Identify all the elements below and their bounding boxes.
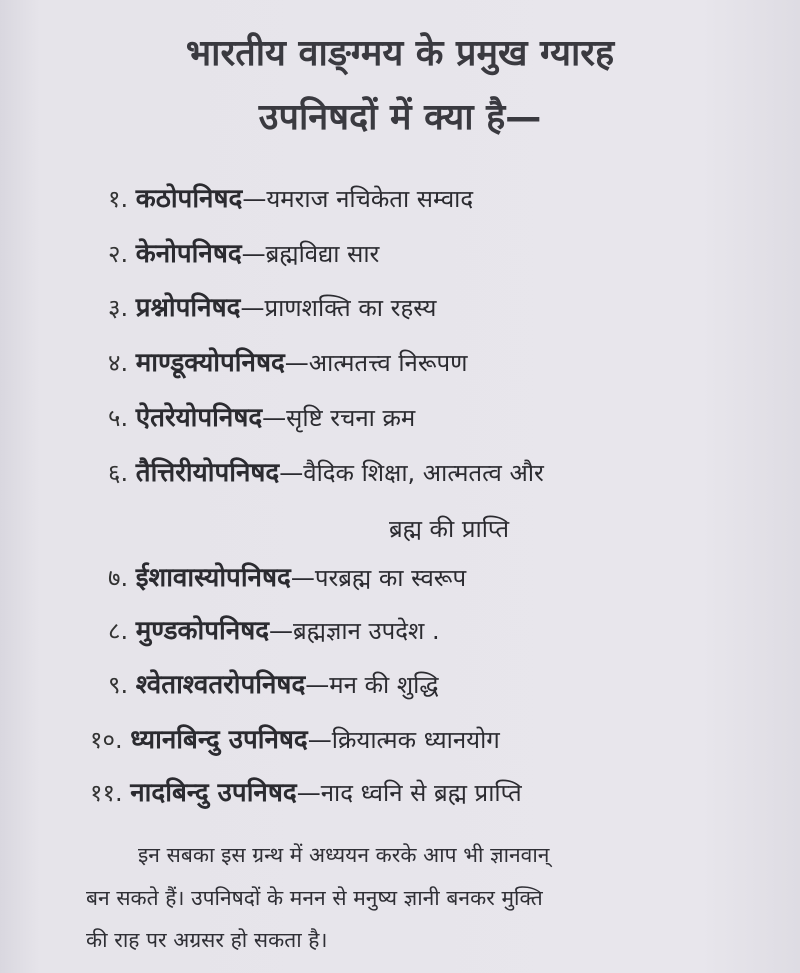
item-description: —नाद ध्वनि से ब्रह्म प्राप्ति [296,779,522,807]
item-name: ध्यानबिन्दु उपनिषद [130,725,308,755]
item-name: मुण्डकोपनिषद [135,616,270,646]
list-item [108,460,544,486]
item-number: ३. [108,294,129,322]
item-number: ७. [108,564,129,592]
paragraph-line-3: की राह पर अग्रसर हो सकता है। [86,928,328,952]
item-description: —परब्रह्म का स्वरूप [290,564,467,592]
item-description: —यमराज नचिकेता सम्वाद [242,185,474,213]
item-name: श्वेताश्वतरोपनिषद [135,670,306,700]
item-number: ८. [108,617,129,645]
item-description: —आत्मतत्त्व निरूपण [284,349,468,377]
item-number: १. [108,185,129,213]
item-name: नादबिन्दु उपनिषद [130,778,297,808]
list-item [90,727,500,753]
item-description-continued: ब्रह्म की प्राप्ति [389,515,509,543]
item-description: —क्रियात्मक ध्यानयोग [307,726,500,754]
item-number: २. [108,240,129,268]
item-name: ऐतरेयोपनिषद [135,403,263,433]
item-name: माण्डूक्योपनिषद [135,348,285,378]
list-item [108,186,473,212]
item-description: —मन की शुद्धि [305,671,439,699]
list-item [108,672,439,698]
item-name: केनोपनिषद [135,239,242,269]
list-item [108,618,440,644]
list-item [108,565,466,591]
item-name: ईशावास्योपनिषद [135,563,291,593]
item-number: ९. [108,671,129,699]
paragraph-line-1: इन सबका इस ग्रन्थ में अध्ययन करके आप भी ज्ञानवान् [138,843,550,867]
item-number: ११. [90,779,123,807]
heading-line-1: भारतीय वाङ्ग्मय के प्रमुख ग्यारह [185,33,615,74]
heading-line-2: उपनिषदों में क्या है— [258,97,542,138]
list-item [108,295,436,321]
item-description: —प्राणशक्ति का रहस्य [240,294,437,322]
list-item [108,241,379,267]
item-name: कठोपनिषद [135,184,243,214]
list-item [108,350,468,376]
list-item [108,405,415,431]
item-name: तैत्तिरीयोपनिषद [135,458,280,488]
paragraph-line-2: बन सकते हैं। उपनिषदों के मनन से मनुष्य ज्ञानी बनकर मुक्ति [86,886,543,910]
item-description: —ब्रह्मज्ञान उपदेश . [269,617,440,645]
item-number: १०. [90,726,123,754]
item-description: —वैदिक शिक्षा, आत्मतत्व और [279,459,544,487]
item-name: प्रश्नोपनिषद [135,293,241,323]
item-number: ५. [108,404,129,432]
item-description: —सृष्टि रचना क्रम [262,404,416,432]
item-description: —ब्रह्मविद्या सार [241,240,380,268]
list-item [90,780,522,806]
item-number: ६. [108,459,129,487]
item-number: ४. [108,349,129,377]
